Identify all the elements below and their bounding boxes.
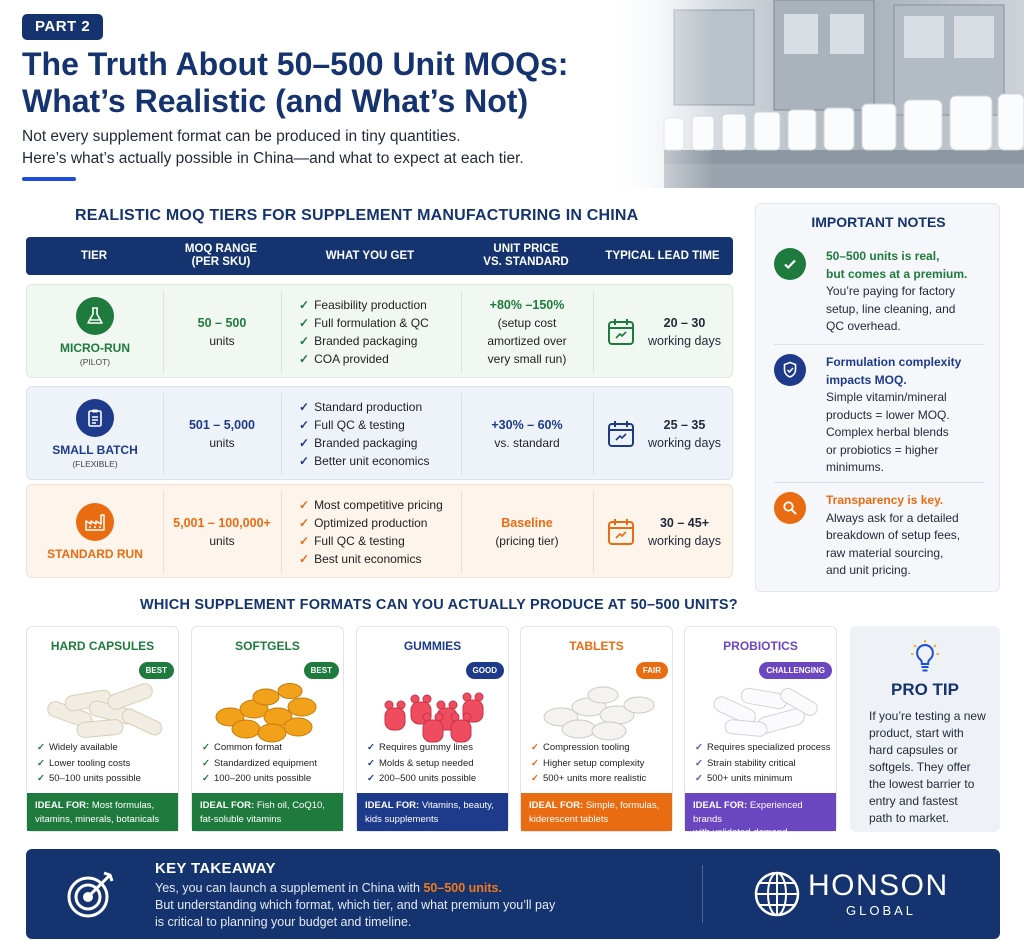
lead-cell [593,387,734,481]
check-icon: ✓ [299,552,310,566]
feature-item: ✓ Most competitive pricing [299,498,443,512]
lead-cell [593,285,734,379]
company-logo-subtitle: GLOBAL [846,903,917,918]
lead-unit: working days [648,534,721,548]
format-name: SOFTGELS [235,639,300,653]
feature-item: ✓ Full QC & testing [299,534,405,548]
title-line-1: The Truth About 50–500 Unit MOQs: [22,46,569,82]
lead-unit: working days [648,436,721,450]
features-list [299,296,429,368]
moq-cell [163,485,281,579]
lead-time [648,314,721,350]
ideal-label: IDEAL FOR: [365,800,420,811]
clipboard-icon [76,399,114,437]
target-icon [66,869,116,919]
col-price-line2: VS. STANDARD [483,256,569,268]
price-delta: +80% –150% [489,298,565,312]
pro-tip-line: If you’re testing a new [869,709,986,723]
tier-subtitle: (PILOT) [79,357,111,367]
format-rating-badge: BEST [139,662,174,679]
format-card-hard-capsules [26,626,179,832]
format-bullet: ✓ Higher setup complexity [531,757,645,769]
pro-tip-title: PRO TIP [890,680,959,699]
pro-tip-line: entry and fastest [869,794,958,808]
check-icon: ✓ [531,773,539,784]
format-card-tablets [520,626,673,832]
moq-cell [163,285,281,379]
format-card-gummies [356,626,509,832]
probiotics-image [695,677,828,743]
price-note: (setup cost [497,316,557,330]
company-logo-name: HONSON [808,869,949,902]
col-moq [162,237,280,275]
note-body-line: raw material sourcing, [826,545,944,560]
page-title [22,46,662,120]
format-name: GUMMIES [403,639,462,653]
check-icon: ✓ [299,498,310,512]
check-icon: ✓ [367,742,375,753]
pro-tip-line: softgels. They offer [869,760,971,774]
moq-table-header [26,237,733,275]
feature-item: ✓ Best unit economics [299,552,422,566]
moq-value: 5,001 – 100,000+ [173,516,271,530]
col-price [460,237,592,275]
ideal-text: Experienced brands [693,800,803,825]
price-note: (pricing tier) [495,534,559,548]
feature-item: ✓ Standard production [299,400,423,414]
format-bullet: ✓ 500+ units minimum [695,773,793,784]
check-icon: ✓ [695,773,703,784]
format-bullet: ✓ Compression tooling [531,742,630,753]
check-icon: ✓ [299,298,310,312]
check-icon: ✓ [695,742,703,753]
feature-item: ✓ Full formulation & QC [299,316,429,330]
check-icon: ✓ [299,352,310,366]
format-rating-badge: FAIR [636,662,668,679]
ideal-text: kids supplements [365,813,439,825]
format-bullet: ✓ Widely available [37,742,118,753]
moq-value: 50 – 500 [197,316,247,330]
moq-cell [163,387,281,481]
note-heading: but comes at a premium. [826,266,968,281]
shield-icon [774,354,806,386]
check-icon: ✓ [299,436,310,450]
check-icon: ✓ [202,757,210,769]
note-heading: Transparency is key. [826,493,944,507]
feature-item: ✓ Optimized production [299,516,428,530]
features-list [299,496,443,568]
check-icon: ✓ [202,742,210,753]
note-body-line: QC overhead. [826,319,901,333]
intro-text [22,126,622,170]
format-bullets [202,740,317,787]
format-rating-badge: CHALLENGING [759,662,832,679]
moq-table-heading: REALISTIC MOQ TIERS FOR SUPPLEMENT MANUFACTURING IN CHINA [75,207,639,224]
note-body-line: setup, line cleaning, and [826,301,956,316]
check-icon: ✓ [299,534,310,548]
moq-unit: units [209,436,235,450]
col-price-line1: UNIT PRICE [493,243,559,255]
ideal-text: fat-soluble vitamins [200,813,282,825]
note-body-line: Complex herbal blends [826,425,949,439]
check-icon: ✓ [202,773,210,784]
gummies-image [367,677,500,743]
format-name: PROBIOTICS [723,639,798,653]
format-bullets [367,740,476,787]
note-text [826,354,991,477]
lead-cell [593,485,734,579]
check-icon: ✓ [299,400,310,414]
ideal-text: kiderescent tablets [529,813,609,825]
softgels-image [202,677,335,743]
feature-item: ✓ Branded packaging [299,436,418,450]
title-line-2: What’s Realistic (and What’s Not) [22,83,529,119]
feature-item: ✓ COA provided [299,352,389,366]
lead-range: 20 – 30 [663,316,706,330]
note-body-line: and unit pricing. [826,563,911,577]
features-cell [299,485,461,579]
notes-title: IMPORTANT NOTES [811,214,946,230]
ideal-label: IDEAL FOR: [693,800,748,811]
calendar-icon [606,419,636,449]
ideal-label: IDEAL FOR: [200,800,255,811]
tier-cell [27,285,163,379]
note-body-line: or probiotics = higher [826,442,939,457]
format-bullet: ✓ 100–200 units possible [202,773,312,784]
note-heading: 50–500 units is real, [826,249,940,263]
check-icon: ✓ [299,316,310,330]
col-moq-line2: (PER SKU) [191,256,251,268]
note-body-line: Simple vitamin/mineral [826,390,947,404]
note-body-line: You’re paying for factory [826,284,955,298]
note-heading: Formulation complexity [826,355,962,369]
format-bullet: ✓ Lower tooling costs [37,757,131,769]
factory-bottling-line-image [604,0,1024,188]
magnifier-icon [774,492,806,524]
feature-item: ✓ Better unit economics [299,454,430,468]
check-icon: ✓ [367,757,375,769]
ideal-text: Most formulas, [91,800,155,811]
tier-cell [27,387,163,481]
format-ideal-for [521,793,672,831]
intro-divider [22,177,76,181]
tier-cell [27,485,163,579]
moq-unit: units [209,534,235,548]
hard-capsules-image [37,677,170,743]
ideal-text: Simple, formulas, [585,800,660,811]
features-list [299,398,429,470]
format-ideal-for [27,793,178,831]
check-icon: ✓ [37,742,45,753]
calendar-icon [606,317,636,347]
flask-icon [76,297,114,335]
takeaway-line-2: But understanding which format, which tier, and what premium you’ll pay [155,898,556,912]
format-ideal-for [357,793,508,831]
format-rating-badge: BEST [304,662,339,679]
format-bullets [695,740,831,787]
format-ideal-for [192,793,343,831]
features-cell [299,285,461,379]
ideal-text: vitamins, minerals, botanicals [35,813,160,825]
ideal-label: IDEAL FOR: [35,800,90,811]
format-card-softgels [191,626,344,832]
tier-name: SMALL BATCH [52,443,138,457]
takeaway-title: KEY TAKEAWAY [155,860,276,877]
ideal-text: with validated demand [693,827,788,838]
col-tier: TIER [80,249,108,262]
intro-line-2: Here’s what’s actually possible in China—and what to expect at each tier. [22,150,524,167]
feature-item: ✓ Branded packaging [299,334,418,348]
format-card-probiotics [684,626,837,838]
moq-unit: units [209,334,235,348]
price-note: amortized over [487,334,567,348]
col-moq-line1: MOQ RANGE [184,243,258,255]
tier-name: STANDARD RUN [47,547,143,561]
check-icon: ✓ [299,516,310,530]
calendar-icon [606,517,636,547]
check-icon: ✓ [37,773,45,784]
takeaway-line-3: is critical to planning your budget and timeline. [155,915,412,929]
ideal-text: Vitamins, beauty, [421,800,494,811]
note-heading: impacts MOQ. [826,372,907,387]
price-note: very small run) [487,352,567,366]
format-bullet: ✓ 50–100 units possible [37,773,141,784]
lead-time [648,416,721,452]
moq-value: 501 – 5,000 [188,418,256,432]
pro-tip-line: hard capsules or [869,743,958,757]
format-bullet: ✓ Requires gummy lines [367,742,473,753]
key-takeaway-banner [26,849,1000,939]
tier-row-small-batch [26,386,733,480]
lead-range: 25 – 35 [663,418,706,432]
part-badge: PART 2 [22,14,103,40]
lightbulb-icon [911,640,939,674]
check-icon: ✓ [299,418,310,432]
format-bullet: ✓ Strain stability critical [695,757,796,769]
format-bullet: ✓ Standardized equipment [202,757,317,769]
feature-item: ✓ Feasibility production [299,298,427,312]
format-bullet: ✓ Molds & setup needed [367,757,474,769]
price-delta: +30% – 60% [491,418,563,432]
pro-tip-line: product, start with [869,726,964,740]
note-body-line: products = lower MOQ. [826,407,950,422]
price-cell [461,485,593,579]
check-icon: ✓ [695,757,703,769]
features-cell [299,387,461,481]
col-what: WHAT YOU GET [325,249,415,262]
format-bullet: ✓ Common format [202,742,283,753]
note-text [826,248,991,336]
col-lead: TYPICAL LEAD TIME [605,249,720,262]
format-name: TABLETS [569,639,624,653]
price-cell [461,387,593,481]
format-bullets [37,740,141,787]
check-icon: ✓ [367,773,375,784]
tablets-image [531,677,664,743]
tier-row-standard-run [26,484,733,578]
pro-tip-text [869,708,991,827]
factory-icon [76,503,114,541]
ideal-label: IDEAL FOR: [529,800,584,811]
format-ideal-for [685,793,836,838]
lead-range: 30 – 45+ [659,516,709,530]
pro-tip-line: the lowest barrier to [869,777,975,791]
format-rating-badge: GOOD [466,662,504,679]
takeaway-divider [702,865,703,923]
pro-tip-panel [850,626,1000,832]
check-icon: ✓ [531,757,539,769]
note-body-line: minimums. [826,460,885,474]
takeaway-text: Yes, you can launch a supplement in China with [155,881,424,895]
format-bullet: ✓ Requires specialized process [695,742,831,753]
lead-unit: working days [648,334,721,348]
format-name: HARD CAPSULES [50,639,155,653]
format-bullet: ✓ 200–500 units possible [367,773,477,784]
price-delta: Baseline [501,516,553,530]
format-bullets [531,740,646,787]
checkmark-icon [774,248,806,280]
pro-tip-line: path to market. [869,811,950,825]
globe-icon [753,870,801,918]
formats-heading: WHICH SUPPLEMENT FORMATS CAN YOU ACTUALLY PRODUCE AT 50–500 UNITS? [140,597,738,613]
note-body-line: Always ask for a detailed [826,510,959,525]
feature-item: ✓ Full QC & testing [299,418,405,432]
format-bullet: ✓ 500+ units more realistic [531,773,647,784]
lead-time [648,514,721,550]
note-body-line: breakdown of setup fees, [826,528,961,542]
price-note: vs. standard [494,436,560,450]
check-icon: ✓ [37,757,45,769]
ideal-text: Fish oil, CoQ10, [256,800,325,811]
check-icon: ✓ [299,454,310,468]
note-text [826,492,991,580]
check-icon: ✓ [299,334,310,348]
tier-subtitle: (FLEXIBLE) [72,459,118,469]
takeaway-line-1 [155,880,502,897]
tier-name: MICRO-RUN [60,341,130,355]
price-cell [461,285,593,379]
takeaway-highlight: 50–500 units. [423,881,502,895]
important-notes-panel [755,203,1000,592]
intro-line-1: Not every supplement format can be produced in tiny quantities. [22,128,461,145]
check-icon: ✓ [531,742,539,753]
tier-row-micro-run [26,284,733,378]
